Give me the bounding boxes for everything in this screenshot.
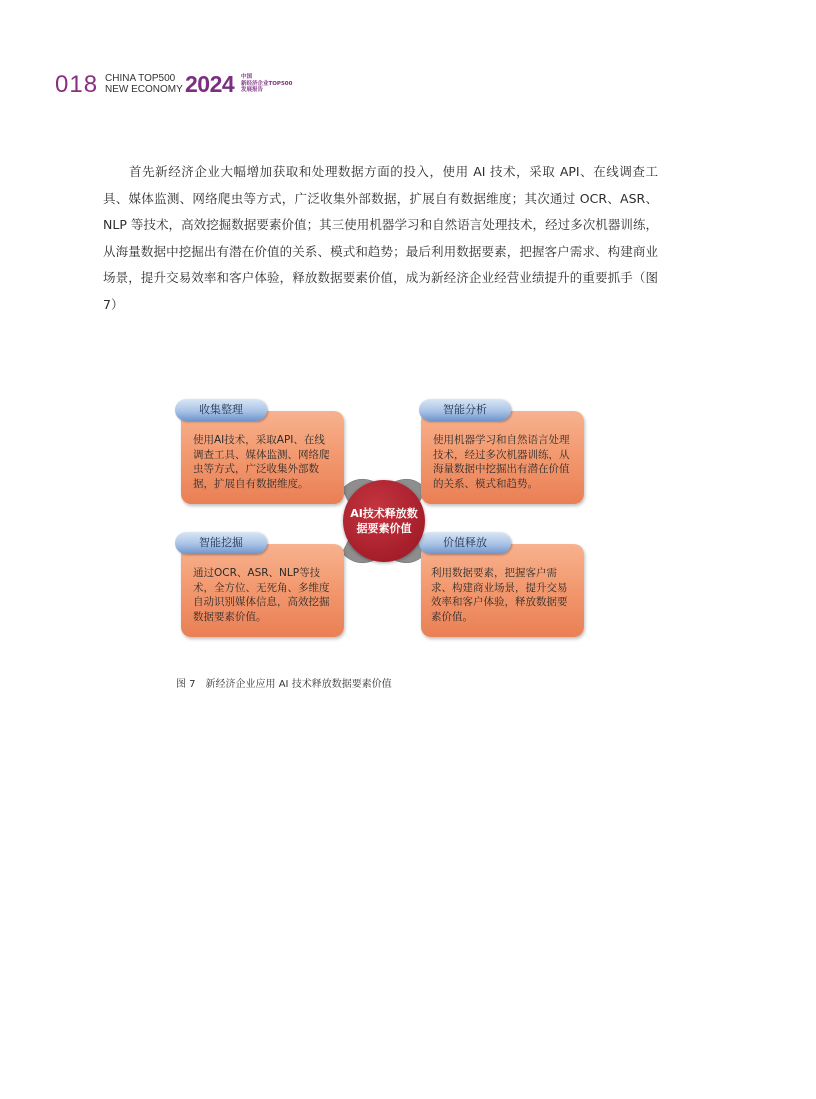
tab-collect: 收集整理 bbox=[175, 399, 267, 421]
brand-line-2: NEW ECONOMY bbox=[105, 84, 183, 95]
report-year: 2024 bbox=[185, 71, 235, 97]
box-value bbox=[421, 544, 584, 637]
tab-mining: 智能挖掘 bbox=[175, 532, 267, 554]
subtitle-line-2: 新经济企业TOP500 bbox=[241, 80, 293, 87]
box-collect-text: 使用AI技术，采取API、在线调查工具、媒体监测、网络爬虫等方式，广泛收集外部数据，扩展自有数据维度。 bbox=[193, 434, 330, 490]
subtitle-line-1: 中国 bbox=[241, 74, 253, 80]
report-subtitle bbox=[241, 74, 292, 94]
box-collect bbox=[181, 411, 344, 504]
center-label: AI技术释放数据要素价值 bbox=[350, 507, 418, 535]
box-mining-text: 通过OCR、ASR、NLP等技术，全方位、无死角、多维度自动识别媒体信息，高效挖掘数据要素价值。 bbox=[193, 567, 330, 623]
figure-caption: 图 7 新经济企业应用 AI 技术释放数据要素价值 bbox=[176, 679, 392, 690]
figure-diagram bbox=[172, 397, 592, 647]
subtitle-line-3: 发展报告 bbox=[241, 87, 264, 93]
box-analysis bbox=[421, 411, 584, 504]
brand-line-1: CHINA TOP500 bbox=[105, 73, 176, 84]
center-circle bbox=[343, 480, 425, 562]
page-number: 018 bbox=[55, 71, 99, 98]
box-value-text: 利用数据要素，把握客户需求、构建商业场景，提升交易效率和客户体验，释放数据要素价值。 bbox=[431, 567, 568, 623]
body-paragraph: 首先新经济企业大幅增加获取和处理数据方面的投入，使用 AI 技术，采取 API、在线调查工具、媒体监测、网络爬虫等方式，广泛收集外部数据，扩展自有数据维度；其次通过 OCR、ASR、NLP 等技术，高效挖掘数据要素价值；其三使用机器学习和自然语言处理技术，经过多次机器训练，从海量数据中挖掘出有潜在价值的关系、模式和趋势；最后利用数据要素，把握客户需求、构建商业场景，提升交易效率和客户体验，释放数据要素价值，成为新经济企业经营业绩提升的重要抓手（图 7） bbox=[103, 164, 658, 312]
brand-name bbox=[105, 73, 183, 95]
tab-analysis: 智能分析 bbox=[419, 399, 511, 421]
tab-value: 价值释放 bbox=[419, 532, 511, 554]
box-analysis-text: 使用机器学习和自然语言处理技术，经过多次机器训练，从海量数据中挖掘出有潜在价值的关系、模式和趋势。 bbox=[433, 434, 570, 490]
box-mining bbox=[181, 544, 344, 637]
